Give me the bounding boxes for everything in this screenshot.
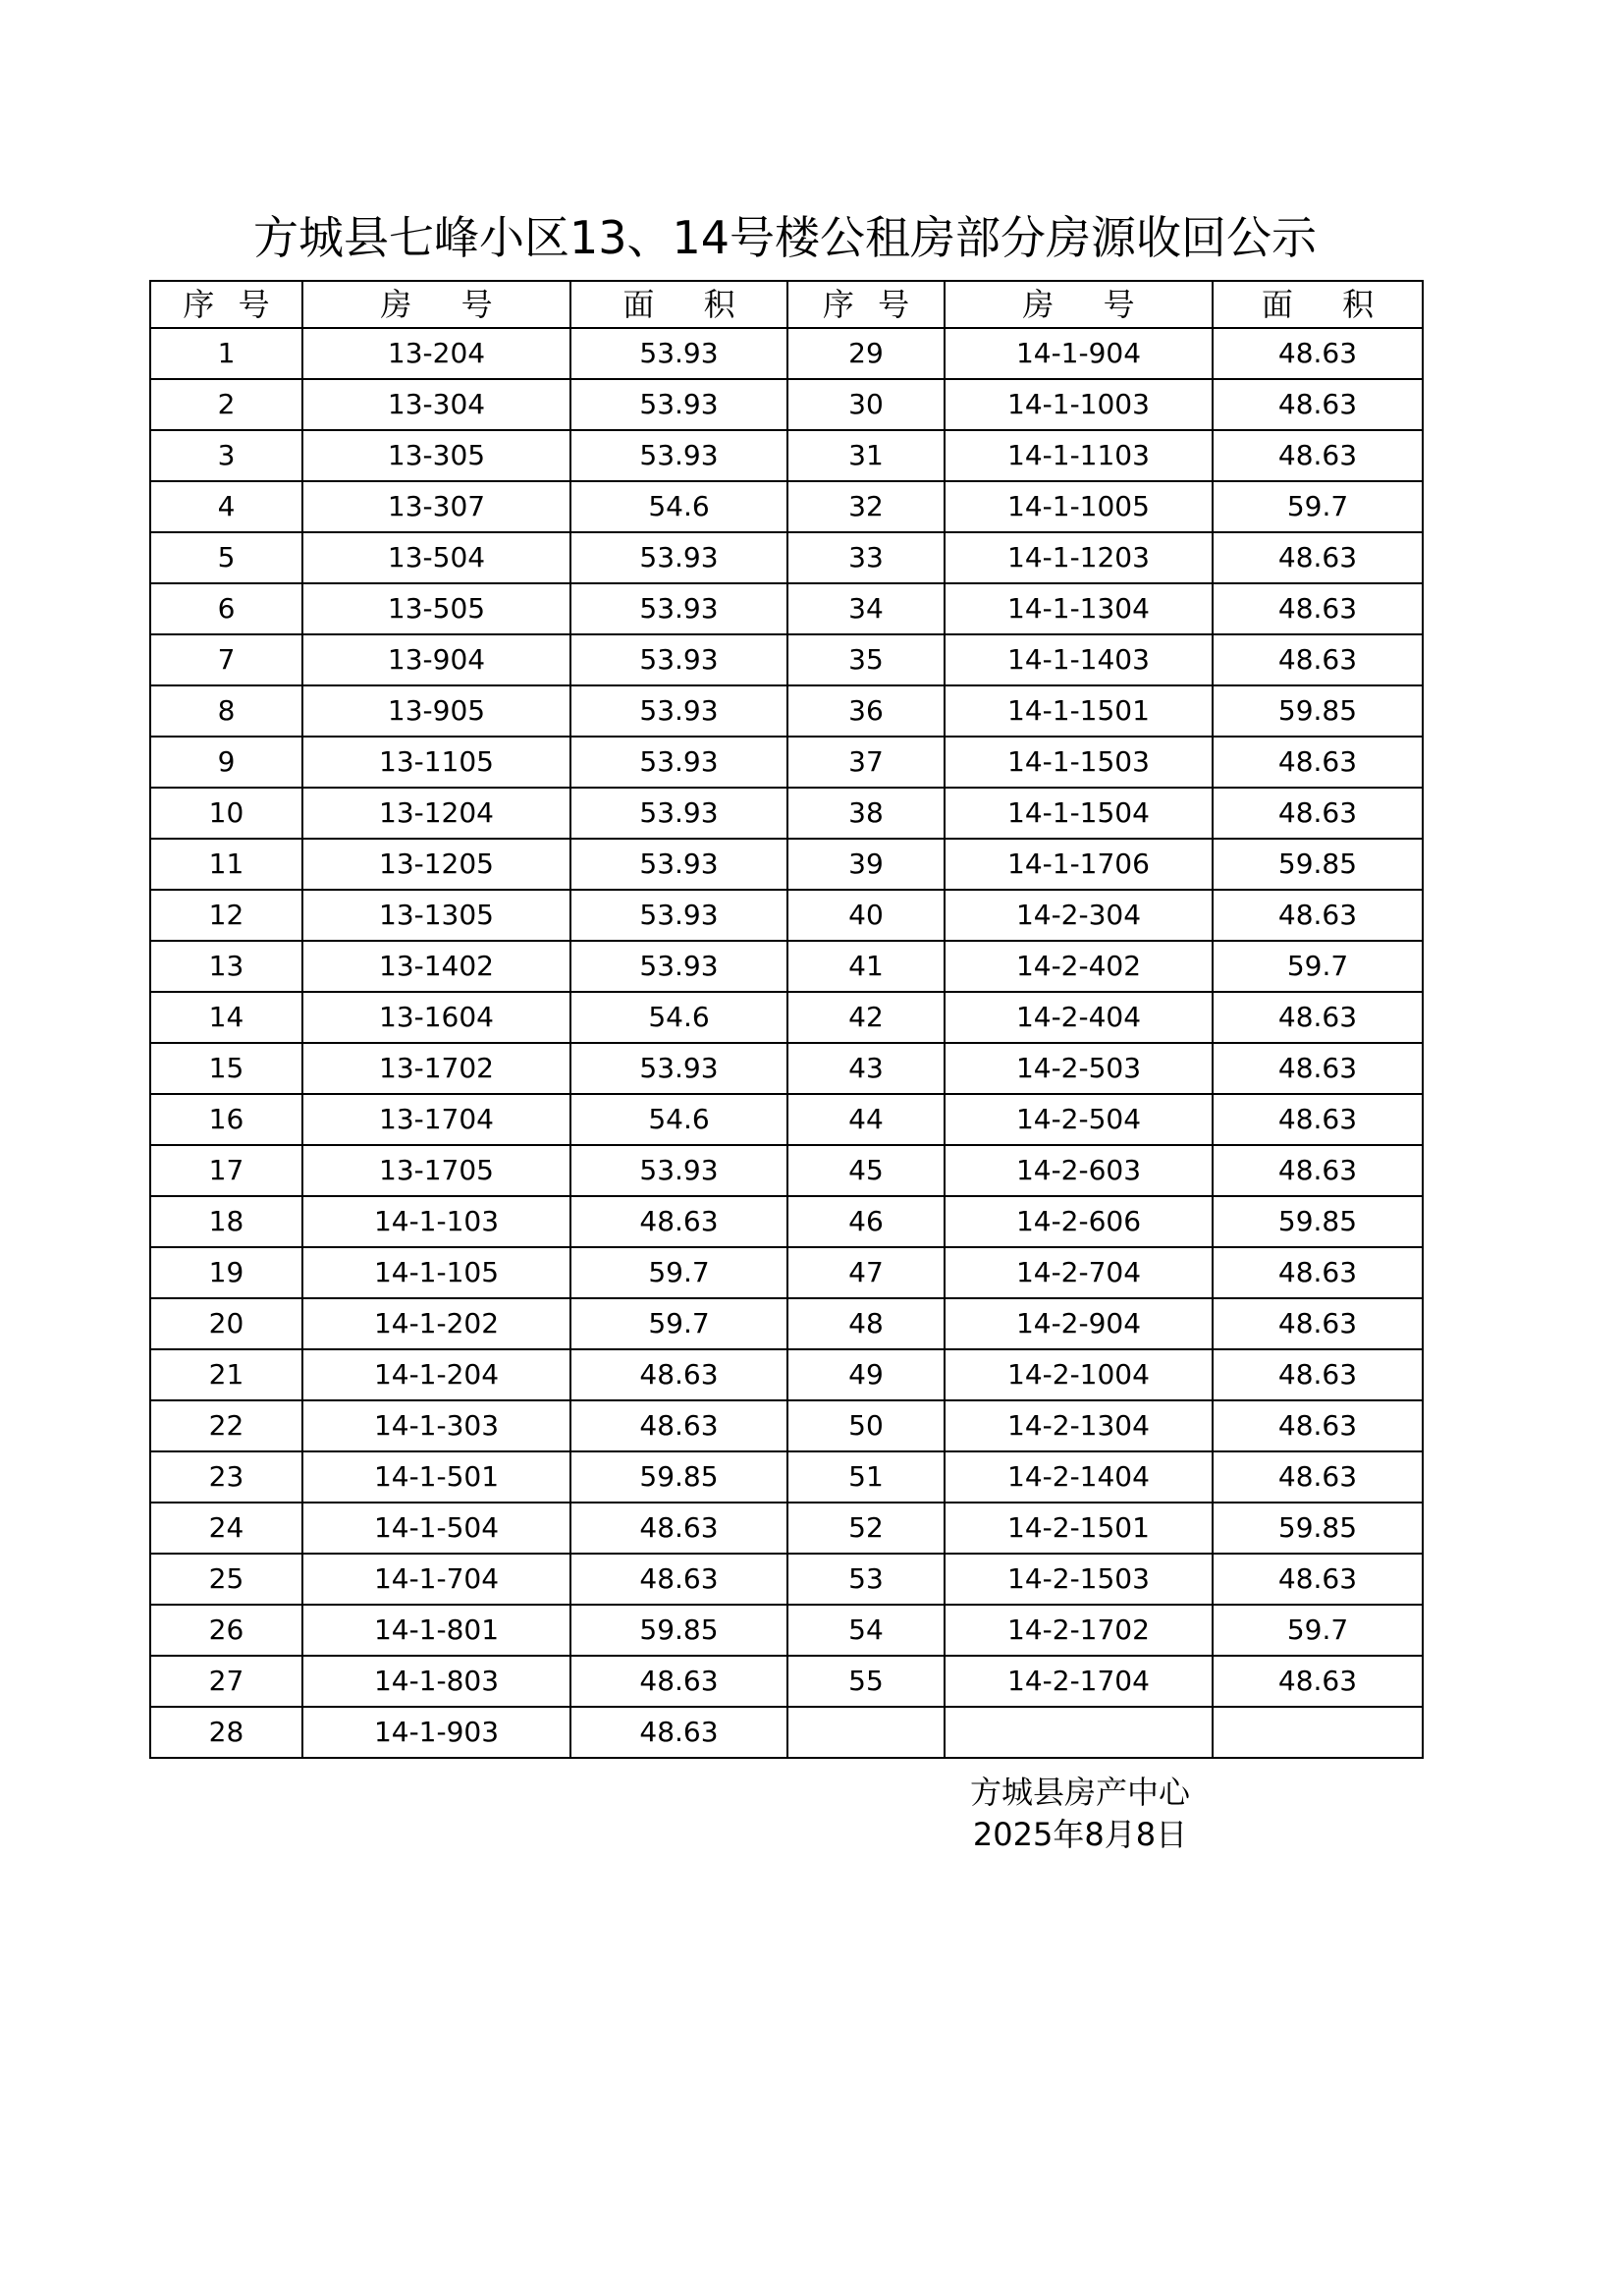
cell-index: 25	[150, 1554, 302, 1605]
cell-area: 53.93	[570, 379, 787, 430]
cell-area: 53.93	[570, 532, 787, 583]
cell-index-2: 51	[787, 1451, 945, 1503]
issuer-name: 方城县房产中心	[969, 1774, 1190, 1811]
cell-room-2: 14-1-1203	[945, 532, 1213, 583]
cell-area-2: 59.7	[1213, 481, 1423, 532]
table-header-row	[150, 281, 1423, 328]
cell-room-2: 14-2-503	[945, 1043, 1213, 1094]
table-row	[150, 583, 1423, 634]
cell-area-2: 48.63	[1213, 583, 1423, 634]
cell-area-2: 48.63	[1213, 1145, 1423, 1196]
cell-area: 59.85	[570, 1451, 787, 1503]
table-row	[150, 1605, 1423, 1656]
cell-index-2: 40	[787, 890, 945, 941]
cell-area: 53.93	[570, 634, 787, 685]
table-row	[150, 1145, 1423, 1196]
cell-index: 21	[150, 1349, 302, 1400]
cell-area: 54.6	[570, 481, 787, 532]
cell-room: 13-1205	[302, 839, 570, 890]
table-row	[150, 379, 1423, 430]
cell-room-2: 14-2-404	[945, 992, 1213, 1043]
table-row	[150, 1298, 1423, 1349]
cell-area-2: 48.63	[1213, 532, 1423, 583]
cell-index-2: 42	[787, 992, 945, 1043]
cell-room: 14-1-202	[302, 1298, 570, 1349]
cell-room: 13-1402	[302, 941, 570, 992]
cell-room: 14-1-303	[302, 1400, 570, 1451]
cell-room-2: 14-2-1004	[945, 1349, 1213, 1400]
table-row	[150, 328, 1423, 379]
cell-index-2: 52	[787, 1503, 945, 1554]
cell-area: 53.93	[570, 328, 787, 379]
cell-area-2: 48.63	[1213, 430, 1423, 481]
cell-room-2: 14-2-603	[945, 1145, 1213, 1196]
cell-room: 14-1-105	[302, 1247, 570, 1298]
table-row	[150, 1451, 1423, 1503]
cell-area-2: 48.63	[1213, 1656, 1423, 1707]
table-row	[150, 1094, 1423, 1145]
cell-index: 2	[150, 379, 302, 430]
cell-room-2: 14-2-904	[945, 1298, 1213, 1349]
cell-room-2: 14-1-1504	[945, 788, 1213, 839]
table-row	[150, 1349, 1423, 1400]
cell-index: 20	[150, 1298, 302, 1349]
cell-index: 15	[150, 1043, 302, 1094]
cell-index-2: 44	[787, 1094, 945, 1145]
cell-index: 28	[150, 1707, 302, 1758]
cell-room: 13-1105	[302, 737, 570, 788]
housing-table	[149, 280, 1424, 1759]
cell-room: 13-307	[302, 481, 570, 532]
cell-area: 59.85	[570, 1605, 787, 1656]
cell-room: 13-1704	[302, 1094, 570, 1145]
cell-index: 5	[150, 532, 302, 583]
cell-area: 48.63	[570, 1656, 787, 1707]
cell-area: 53.93	[570, 839, 787, 890]
cell-room-2: 14-2-606	[945, 1196, 1213, 1247]
cell-area-2: 48.63	[1213, 1298, 1423, 1349]
cell-room-2: 14-1-1103	[945, 430, 1213, 481]
cell-index: 26	[150, 1605, 302, 1656]
table-row	[150, 634, 1423, 685]
cell-area: 54.6	[570, 992, 787, 1043]
cell-index-2: 47	[787, 1247, 945, 1298]
table-body	[150, 328, 1423, 1758]
cell-index: 9	[150, 737, 302, 788]
cell-area: 59.7	[570, 1247, 787, 1298]
cell-area-2: 48.63	[1213, 1554, 1423, 1605]
cell-room-2: 14-2-1702	[945, 1605, 1213, 1656]
cell-area: 48.63	[570, 1503, 787, 1554]
cell-index-2: 29	[787, 328, 945, 379]
cell-index-2: 39	[787, 839, 945, 890]
cell-area-2: 59.85	[1213, 1196, 1423, 1247]
cell-area-2: 48.63	[1213, 634, 1423, 685]
cell-area-2: 48.63	[1213, 1247, 1423, 1298]
cell-room-2: 14-1-1003	[945, 379, 1213, 430]
table-row	[150, 839, 1423, 890]
cell-index-2: 31	[787, 430, 945, 481]
table-row	[150, 685, 1423, 737]
cell-index-2: 34	[787, 583, 945, 634]
cell-index: 10	[150, 788, 302, 839]
cell-room: 13-1305	[302, 890, 570, 941]
cell-room-2: 14-2-1501	[945, 1503, 1213, 1554]
cell-index: 27	[150, 1656, 302, 1707]
cell-room: 13-1702	[302, 1043, 570, 1094]
table-row	[150, 1196, 1423, 1247]
cell-area: 53.93	[570, 430, 787, 481]
cell-room-2: 14-2-504	[945, 1094, 1213, 1145]
cell-room-2: 14-1-1005	[945, 481, 1213, 532]
cell-index-2: 50	[787, 1400, 945, 1451]
cell-index: 14	[150, 992, 302, 1043]
cell-area: 48.63	[570, 1349, 787, 1400]
cell-area-2: 48.63	[1213, 788, 1423, 839]
cell-room: 14-1-504	[302, 1503, 570, 1554]
cell-index: 12	[150, 890, 302, 941]
table-row	[150, 1656, 1423, 1707]
cell-room-2: 14-2-1704	[945, 1656, 1213, 1707]
cell-area-2: 59.85	[1213, 839, 1423, 890]
cell-index: 3	[150, 430, 302, 481]
header-index: 序 号	[150, 281, 302, 328]
header-area: 面 积	[570, 281, 787, 328]
cell-room-2: 14-2-1503	[945, 1554, 1213, 1605]
cell-area: 48.63	[570, 1400, 787, 1451]
cell-index: 1	[150, 328, 302, 379]
cell-index-2: 53	[787, 1554, 945, 1605]
cell-area-2: 48.63	[1213, 1043, 1423, 1094]
table-row	[150, 1554, 1423, 1605]
cell-index: 7	[150, 634, 302, 685]
cell-index: 8	[150, 685, 302, 737]
cell-area: 48.63	[570, 1707, 787, 1758]
cell-area: 53.93	[570, 685, 787, 737]
cell-index-2: 33	[787, 532, 945, 583]
cell-index-2: 30	[787, 379, 945, 430]
header-room: 房 号	[302, 281, 570, 328]
cell-room: 13-1705	[302, 1145, 570, 1196]
cell-area: 59.7	[570, 1298, 787, 1349]
cell-area-2: 48.63	[1213, 1349, 1423, 1400]
table-row	[150, 890, 1423, 941]
cell-area: 53.93	[570, 1145, 787, 1196]
cell-index: 24	[150, 1503, 302, 1554]
cell-room: 13-1204	[302, 788, 570, 839]
cell-room: 14-1-704	[302, 1554, 570, 1605]
cell-area: 48.63	[570, 1554, 787, 1605]
cell-room-2: 14-1-1304	[945, 583, 1213, 634]
cell-area-2: 48.63	[1213, 1094, 1423, 1145]
cell-room: 14-1-803	[302, 1656, 570, 1707]
cell-index-2: 45	[787, 1145, 945, 1196]
cell-index-2: 35	[787, 634, 945, 685]
cell-area-2: 48.63	[1213, 328, 1423, 379]
cell-index: 17	[150, 1145, 302, 1196]
cell-index: 18	[150, 1196, 302, 1247]
table-row	[150, 941, 1423, 992]
cell-room-2: 14-1-1403	[945, 634, 1213, 685]
cell-room-2: 14-1-904	[945, 328, 1213, 379]
cell-index: 4	[150, 481, 302, 532]
table-row	[150, 1707, 1423, 1758]
cell-room: 13-905	[302, 685, 570, 737]
cell-room-2: 14-1-1503	[945, 737, 1213, 788]
cell-index-2: 55	[787, 1656, 945, 1707]
table-row	[150, 1400, 1423, 1451]
cell-area: 53.93	[570, 583, 787, 634]
cell-room: 13-904	[302, 634, 570, 685]
table-row	[150, 1043, 1423, 1094]
header-room-2: 房 号	[945, 281, 1213, 328]
cell-area-2: 59.7	[1213, 1605, 1423, 1656]
cell-area: 53.93	[570, 1043, 787, 1094]
cell-area-2: 48.63	[1213, 1400, 1423, 1451]
header-index-2: 序 号	[787, 281, 945, 328]
cell-area: 53.93	[570, 737, 787, 788]
issue-date: 2025年8月8日	[972, 1816, 1188, 1853]
cell-room: 13-505	[302, 583, 570, 634]
cell-room-2: 14-2-1304	[945, 1400, 1213, 1451]
cell-index: 6	[150, 583, 302, 634]
cell-index-2: 46	[787, 1196, 945, 1247]
cell-room: 14-1-103	[302, 1196, 570, 1247]
cell-room: 14-1-801	[302, 1605, 570, 1656]
cell-room: 13-304	[302, 379, 570, 430]
table-row	[150, 430, 1423, 481]
cell-area: 53.93	[570, 941, 787, 992]
cell-room-2	[945, 1707, 1213, 1758]
cell-index-2: 49	[787, 1349, 945, 1400]
table-row	[150, 992, 1423, 1043]
table-row	[150, 532, 1423, 583]
cell-room-2: 14-1-1501	[945, 685, 1213, 737]
cell-index: 16	[150, 1094, 302, 1145]
cell-room: 14-1-501	[302, 1451, 570, 1503]
cell-room: 13-204	[302, 328, 570, 379]
cell-index-2: 37	[787, 737, 945, 788]
table-row	[150, 481, 1423, 532]
cell-area-2: 59.85	[1213, 685, 1423, 737]
cell-index: 13	[150, 941, 302, 992]
cell-index: 23	[150, 1451, 302, 1503]
cell-index-2	[787, 1707, 945, 1758]
cell-index-2: 48	[787, 1298, 945, 1349]
cell-room-2: 14-1-1706	[945, 839, 1213, 890]
cell-index-2: 36	[787, 685, 945, 737]
cell-room-2: 14-2-402	[945, 941, 1213, 992]
cell-index: 11	[150, 839, 302, 890]
cell-area-2: 48.63	[1213, 1451, 1423, 1503]
cell-index-2: 54	[787, 1605, 945, 1656]
cell-room-2: 14-2-1404	[945, 1451, 1213, 1503]
cell-room-2: 14-2-304	[945, 890, 1213, 941]
cell-index-2: 43	[787, 1043, 945, 1094]
cell-room: 14-1-204	[302, 1349, 570, 1400]
cell-index-2: 32	[787, 481, 945, 532]
cell-area-2: 48.63	[1213, 992, 1423, 1043]
cell-area: 53.93	[570, 788, 787, 839]
cell-room: 13-1604	[302, 992, 570, 1043]
cell-room-2: 14-2-704	[945, 1247, 1213, 1298]
cell-area-2: 59.85	[1213, 1503, 1423, 1554]
cell-index-2: 41	[787, 941, 945, 992]
table-row	[150, 737, 1423, 788]
cell-area-2: 59.7	[1213, 941, 1423, 992]
cell-area-2	[1213, 1707, 1423, 1758]
cell-area: 53.93	[570, 890, 787, 941]
cell-room: 13-504	[302, 532, 570, 583]
cell-index: 22	[150, 1400, 302, 1451]
cell-area: 48.63	[570, 1196, 787, 1247]
cell-area: 54.6	[570, 1094, 787, 1145]
cell-room: 13-305	[302, 430, 570, 481]
cell-index: 19	[150, 1247, 302, 1298]
table-row	[150, 1247, 1423, 1298]
page-title: 方城县七峰小区13、14号楼公租房部分房源收回公示	[252, 211, 1318, 264]
cell-index-2: 38	[787, 788, 945, 839]
cell-room: 14-1-903	[302, 1707, 570, 1758]
cell-area-2: 48.63	[1213, 890, 1423, 941]
cell-area-2: 48.63	[1213, 379, 1423, 430]
table-row	[150, 788, 1423, 839]
table-row	[150, 1503, 1423, 1554]
header-area-2: 面 积	[1213, 281, 1423, 328]
cell-area-2: 48.63	[1213, 737, 1423, 788]
